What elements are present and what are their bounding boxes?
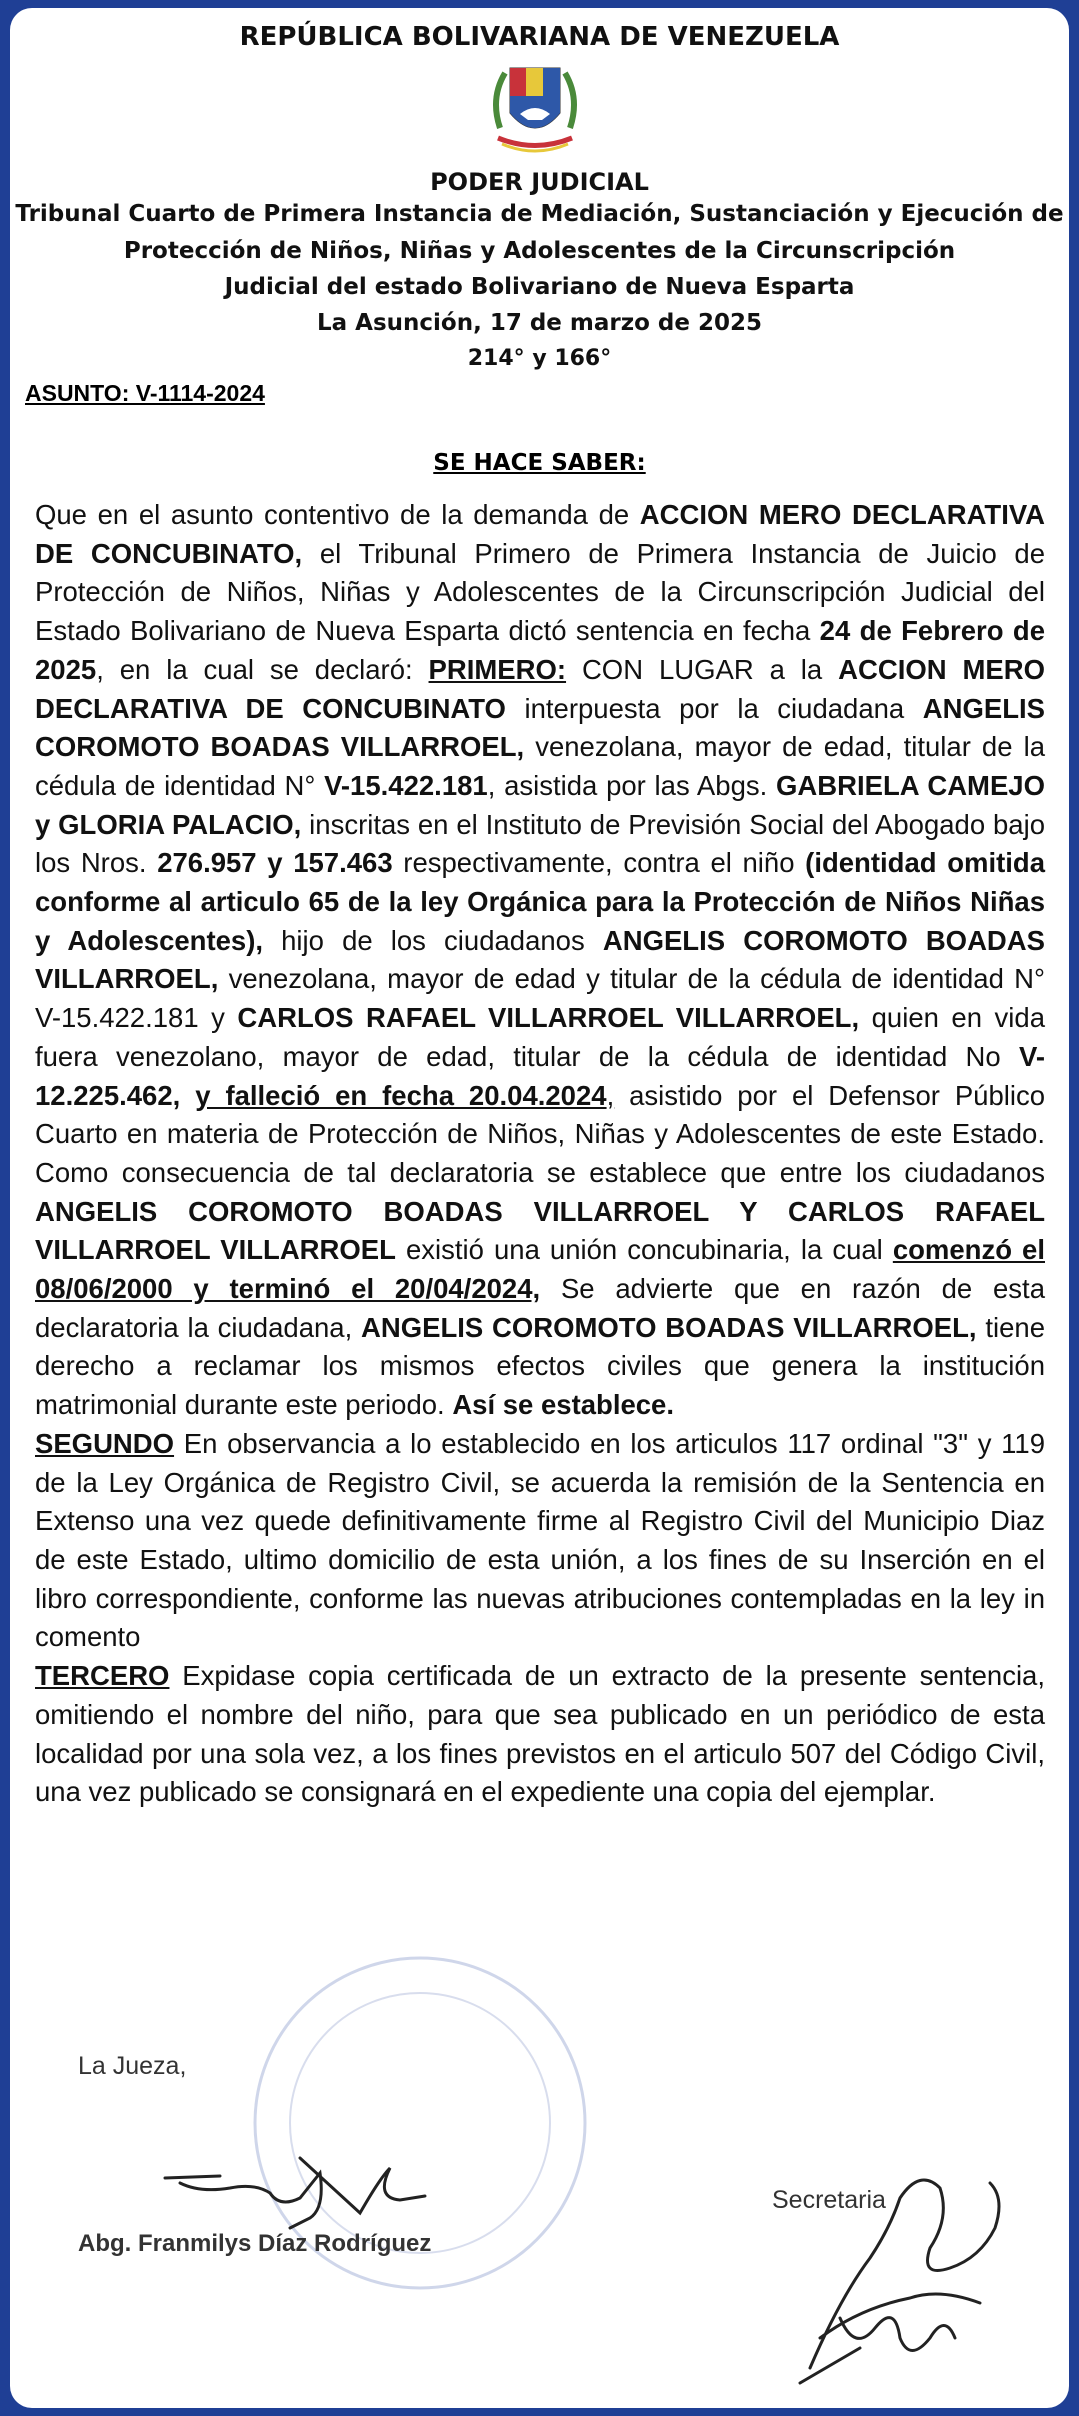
plaintiff-id: V-15.422.181 <box>324 769 488 801</box>
secretary-label: Secretaria <box>772 2186 886 2214</box>
paragraph-primero <box>35 496 1045 1425</box>
text-run: el Tribunal Primero de Primera Instancia de Juicio de Protección de Niños, Niñas y Adolescentes de la Circunscripción Judicial del Estado Bolivariano de Nueva Esparta dictó sentencia en fecha <box>35 537 1045 647</box>
text-run: En observancia a lo establecido en los articulos 117 ordinal "3" y 119 de la Ley Orgánica de Registro Civil, se acuerda la remisión de la Sentencia en Extenso una vez quede definitivamente firme al Registro Civil del Municipio Diaz de este Estado, ultimo domicilio de esta unión, a los fines de su Inserción en el libro correspondiente, conforme las nuevas atribuciones contempladas en la ley in comento <box>35 1427 1045 1653</box>
judge-signature <box>160 2138 430 2238</box>
text-run: CON LUGAR a la <box>566 653 839 685</box>
text-run-bold: ACCION MERO DECLARATIVA DE CONCUBINATO <box>35 653 1045 724</box>
lawyers-names: GABRIELA CAMEJO y GLORIA PALACIO, <box>35 769 1045 840</box>
text-run: tiene derecho a reclamar los mismos efectos civiles que genera la institución matrimonial durante este periodo. <box>35 1311 1045 1421</box>
place-date: La Asunción, 17 de marzo de 2025 <box>316 310 763 336</box>
notice-body <box>35 496 1045 1812</box>
coat-of-arms-icon <box>480 58 590 158</box>
plaintiff-name: ANGELIS COROMOTO BOADAS VILLARROEL, <box>361 1311 977 1343</box>
father-name: CARLOS RAFAEL VILLARROEL VILLARROEL, <box>237 1002 860 1034</box>
case-number: ASUNTO: V-1114-2024 <box>25 380 265 406</box>
court-name-line-2: Protección de Niños, Niñas y Adolescentes de la Circunscripción <box>123 238 956 264</box>
couple-names: ANGELIS COROMOTO BOADAS VILLARROEL Y CARLOS RAFAEL VILLARROEL VILLARROEL <box>35 1195 1045 1266</box>
judge-name: Abg. Franmilys Díaz Rodríguez <box>78 2230 432 2257</box>
text-run: existió una unión concubinaria, la cual <box>395 1234 893 1266</box>
court-name-line-1: Tribunal Cuarto de Primera Instancia de Mediación, Sustanciación y Ejecución de <box>15 201 1064 227</box>
paragraph-segundo <box>35 1425 1045 1657</box>
text-run: venezolana, mayor de edad, titular de la cédula de identidad N° <box>35 731 1045 801</box>
identity-omitted-note: (identidad omitida conforme al articulo 65 de la ley Orgánica para la Protección de Niños Niñas y Adolescentes), <box>35 847 1045 956</box>
segundo-label: SEGUNDO <box>35 1427 175 1459</box>
text-run: , <box>606 1079 615 1111</box>
sentence-date: 24 de Febrero de 2025 <box>35 615 1045 685</box>
years-line: 214° y 166° <box>467 346 612 371</box>
tercero-label: TERCERO <box>35 1660 170 1692</box>
primero-label: PRIMERO: <box>428 653 567 685</box>
judge-label: La Jueza, <box>78 2052 187 2080</box>
text-run: quien en vida fuera venezolano, mayor de edad, titular de la cédula de identidad No <box>35 1002 1045 1072</box>
father-id: V-12.225.462, <box>35 1040 1045 1111</box>
text-run: interpuesta por la ciudadana <box>505 692 923 724</box>
lawyers-numbers: 276.957 y 157.463 <box>157 847 393 879</box>
notice-title: SE HACE SABER: <box>433 450 646 476</box>
paragraph-tercero <box>35 1657 1045 1812</box>
text-run: respectivamente, contra el niño <box>392 847 806 879</box>
text-run: asistido por el Defensor Público Cuarto en materia de Protección de Niños, Niñas y Adolescentes de este Estado. Como consecuencia de tal declaratoria se establece que entre los ciudadanos <box>35 1079 1046 1188</box>
union-period: comenzó el 08/06/2000 y terminó el 20/04/2024, <box>35 1234 1045 1305</box>
text-run: , asistida por las Abgs. <box>487 769 776 801</box>
text-run-bold: Así se establece. <box>452 1389 674 1421</box>
text-run-bold: ACCION MERO DECLARATIVA DE CONCUBINATO, <box>35 499 1045 569</box>
text-run <box>180 1080 195 1111</box>
text-run: Que en el asunto contentivo de la demanda de <box>35 499 640 530</box>
death-date: y falleció en fecha 20.04.2024 <box>195 1079 607 1111</box>
plaintiff-name: ANGELIS COROMOTO BOADAS VILLARROEL, <box>35 692 1045 763</box>
text-run: , en la cual se declaró: <box>96 653 429 685</box>
branch-heading: PODER JUDICIAL <box>430 168 649 196</box>
text-run: inscritas en el Instituto de Previsión Social del Abogado bajo los Nros. <box>35 808 1045 879</box>
text-run: venezolana, mayor de edad y titular de la cédula de identidad N° V-15.422.181 y <box>35 963 1045 1034</box>
country-heading: REPÚBLICA BOLIVARIANA DE VENEZUELA <box>239 22 840 52</box>
text-run: Expidase copia certificada de un extracto de la presente sentencia, omitiendo el nombre del niño, para que sea publicado en un periódico de esta localidad por una sola vez, a los fines previstos en el articulo 507 del Código Civil, una vez publicado se consignará en el expediente una copia del ejemplar. <box>35 1660 1045 1808</box>
text-run: hijo de los ciudadanos <box>263 924 603 956</box>
edict-page <box>10 8 1069 2408</box>
text-run: Se advierte que en razón de esta declaratoria la ciudadana, <box>35 1273 1045 1343</box>
mother-name: ANGELIS COROMOTO BOADAS VILLARROEL, <box>35 924 1045 995</box>
secretary-signature <box>780 2138 1020 2398</box>
court-name-line-3: Judicial del estado Bolivariano de Nueva Esparta <box>224 274 855 300</box>
